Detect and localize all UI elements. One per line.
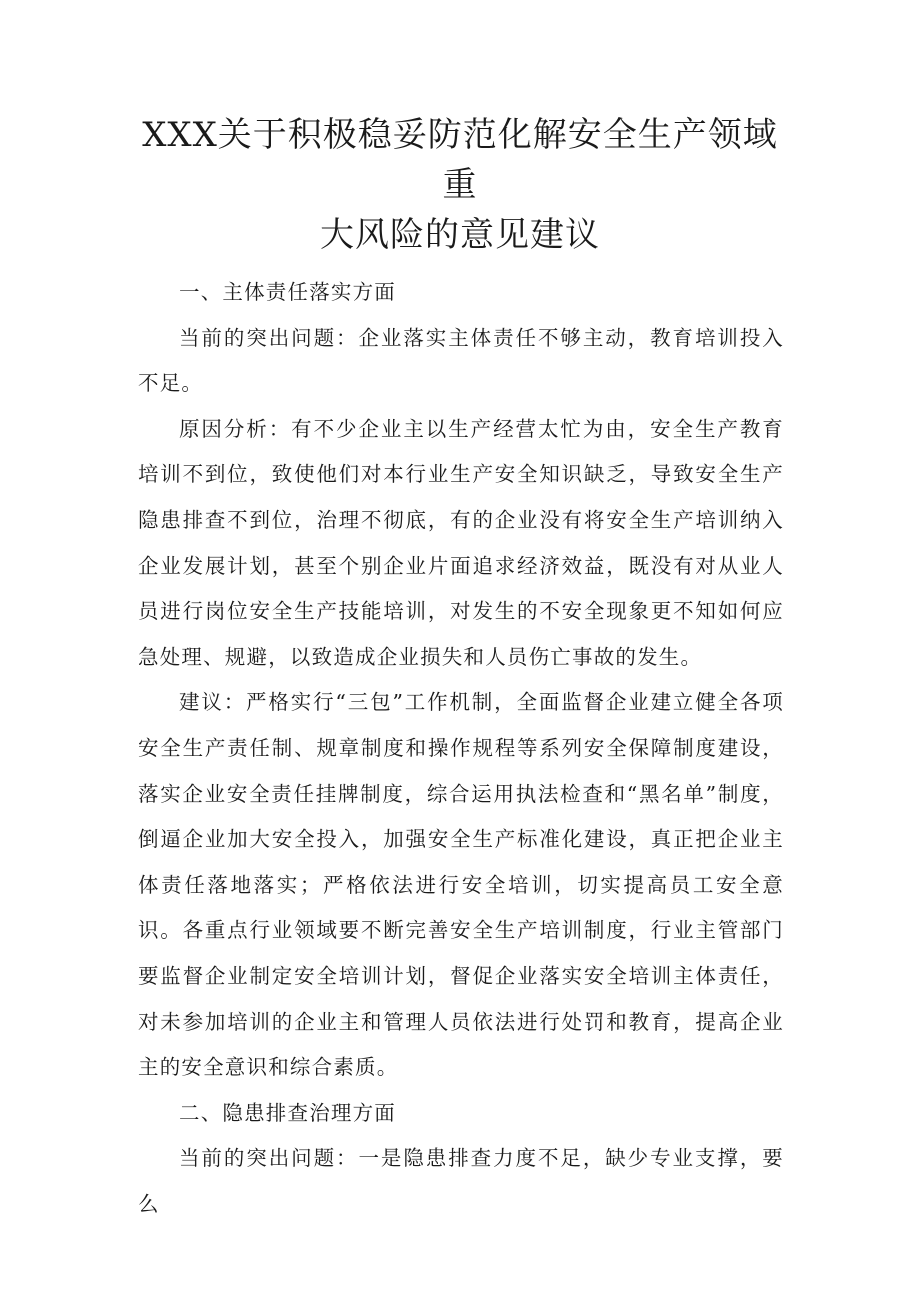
paragraph-problem-1: 当前的突出问题：企业落实主体责任不够主动，教育培训投入不足。 xyxy=(138,325,784,396)
paragraph-suggestion-1: 建议：严格实行“三包”工作机制，全面监督企业建立健全各项安全生产责任制、规章制度和操作规程等系列安全保障制度建设，落实企业安全责任挂牌制度，综合运用执法检查和“黑名单”制度，倒逼企业加大安全投入，加强安全生产标准化建设，真正把企业主体责任落地落实；严格依法进行安全培训，切实提高员工安全意识。各重点行业领域要不断完善安全生产培训制度，行业主管部门要监督企业制定安全培训计划，督促企业落实安全培训主体责任，对未参加培训的企业主和管理人员依法进行处罚和教育，提高企业主的安全意识和综合素质。 xyxy=(138,690,784,1080)
section-heading-2: 二、隐患排查治理方面 xyxy=(179,1100,396,1125)
paragraph-problem-2: 当前的突出问题：一是隐患排查力度不足，缺少专业支撑，要么 xyxy=(138,1146,784,1216)
title-line-2: 大风险的意见建议 xyxy=(320,215,600,255)
title-line-1: XXX关于积极稳妥防范化解安全生产领域重 xyxy=(142,115,778,205)
section-heading-1: 一、主体责任落实方面 xyxy=(179,280,396,304)
document-title xyxy=(138,110,782,260)
paragraph-analysis-1: 原因分析：有不少企业主以生产经营太忙为由，安全生产教育培训不到位，致使他们对本行业生产安全知识缺乏，导致安全生产隐患排查不到位，治理不彻底，有的企业没有将安全生产培训纳入企业发展计划，甚至个别企业片面追求经济效益，既没有对从业人员进行岗位安全生产技能培训，对发生的不安全现象更不知如何应急处理、规避，以致造成企业损失和人员伤亡事故的发生。 xyxy=(138,416,784,669)
document-body xyxy=(138,270,784,1227)
